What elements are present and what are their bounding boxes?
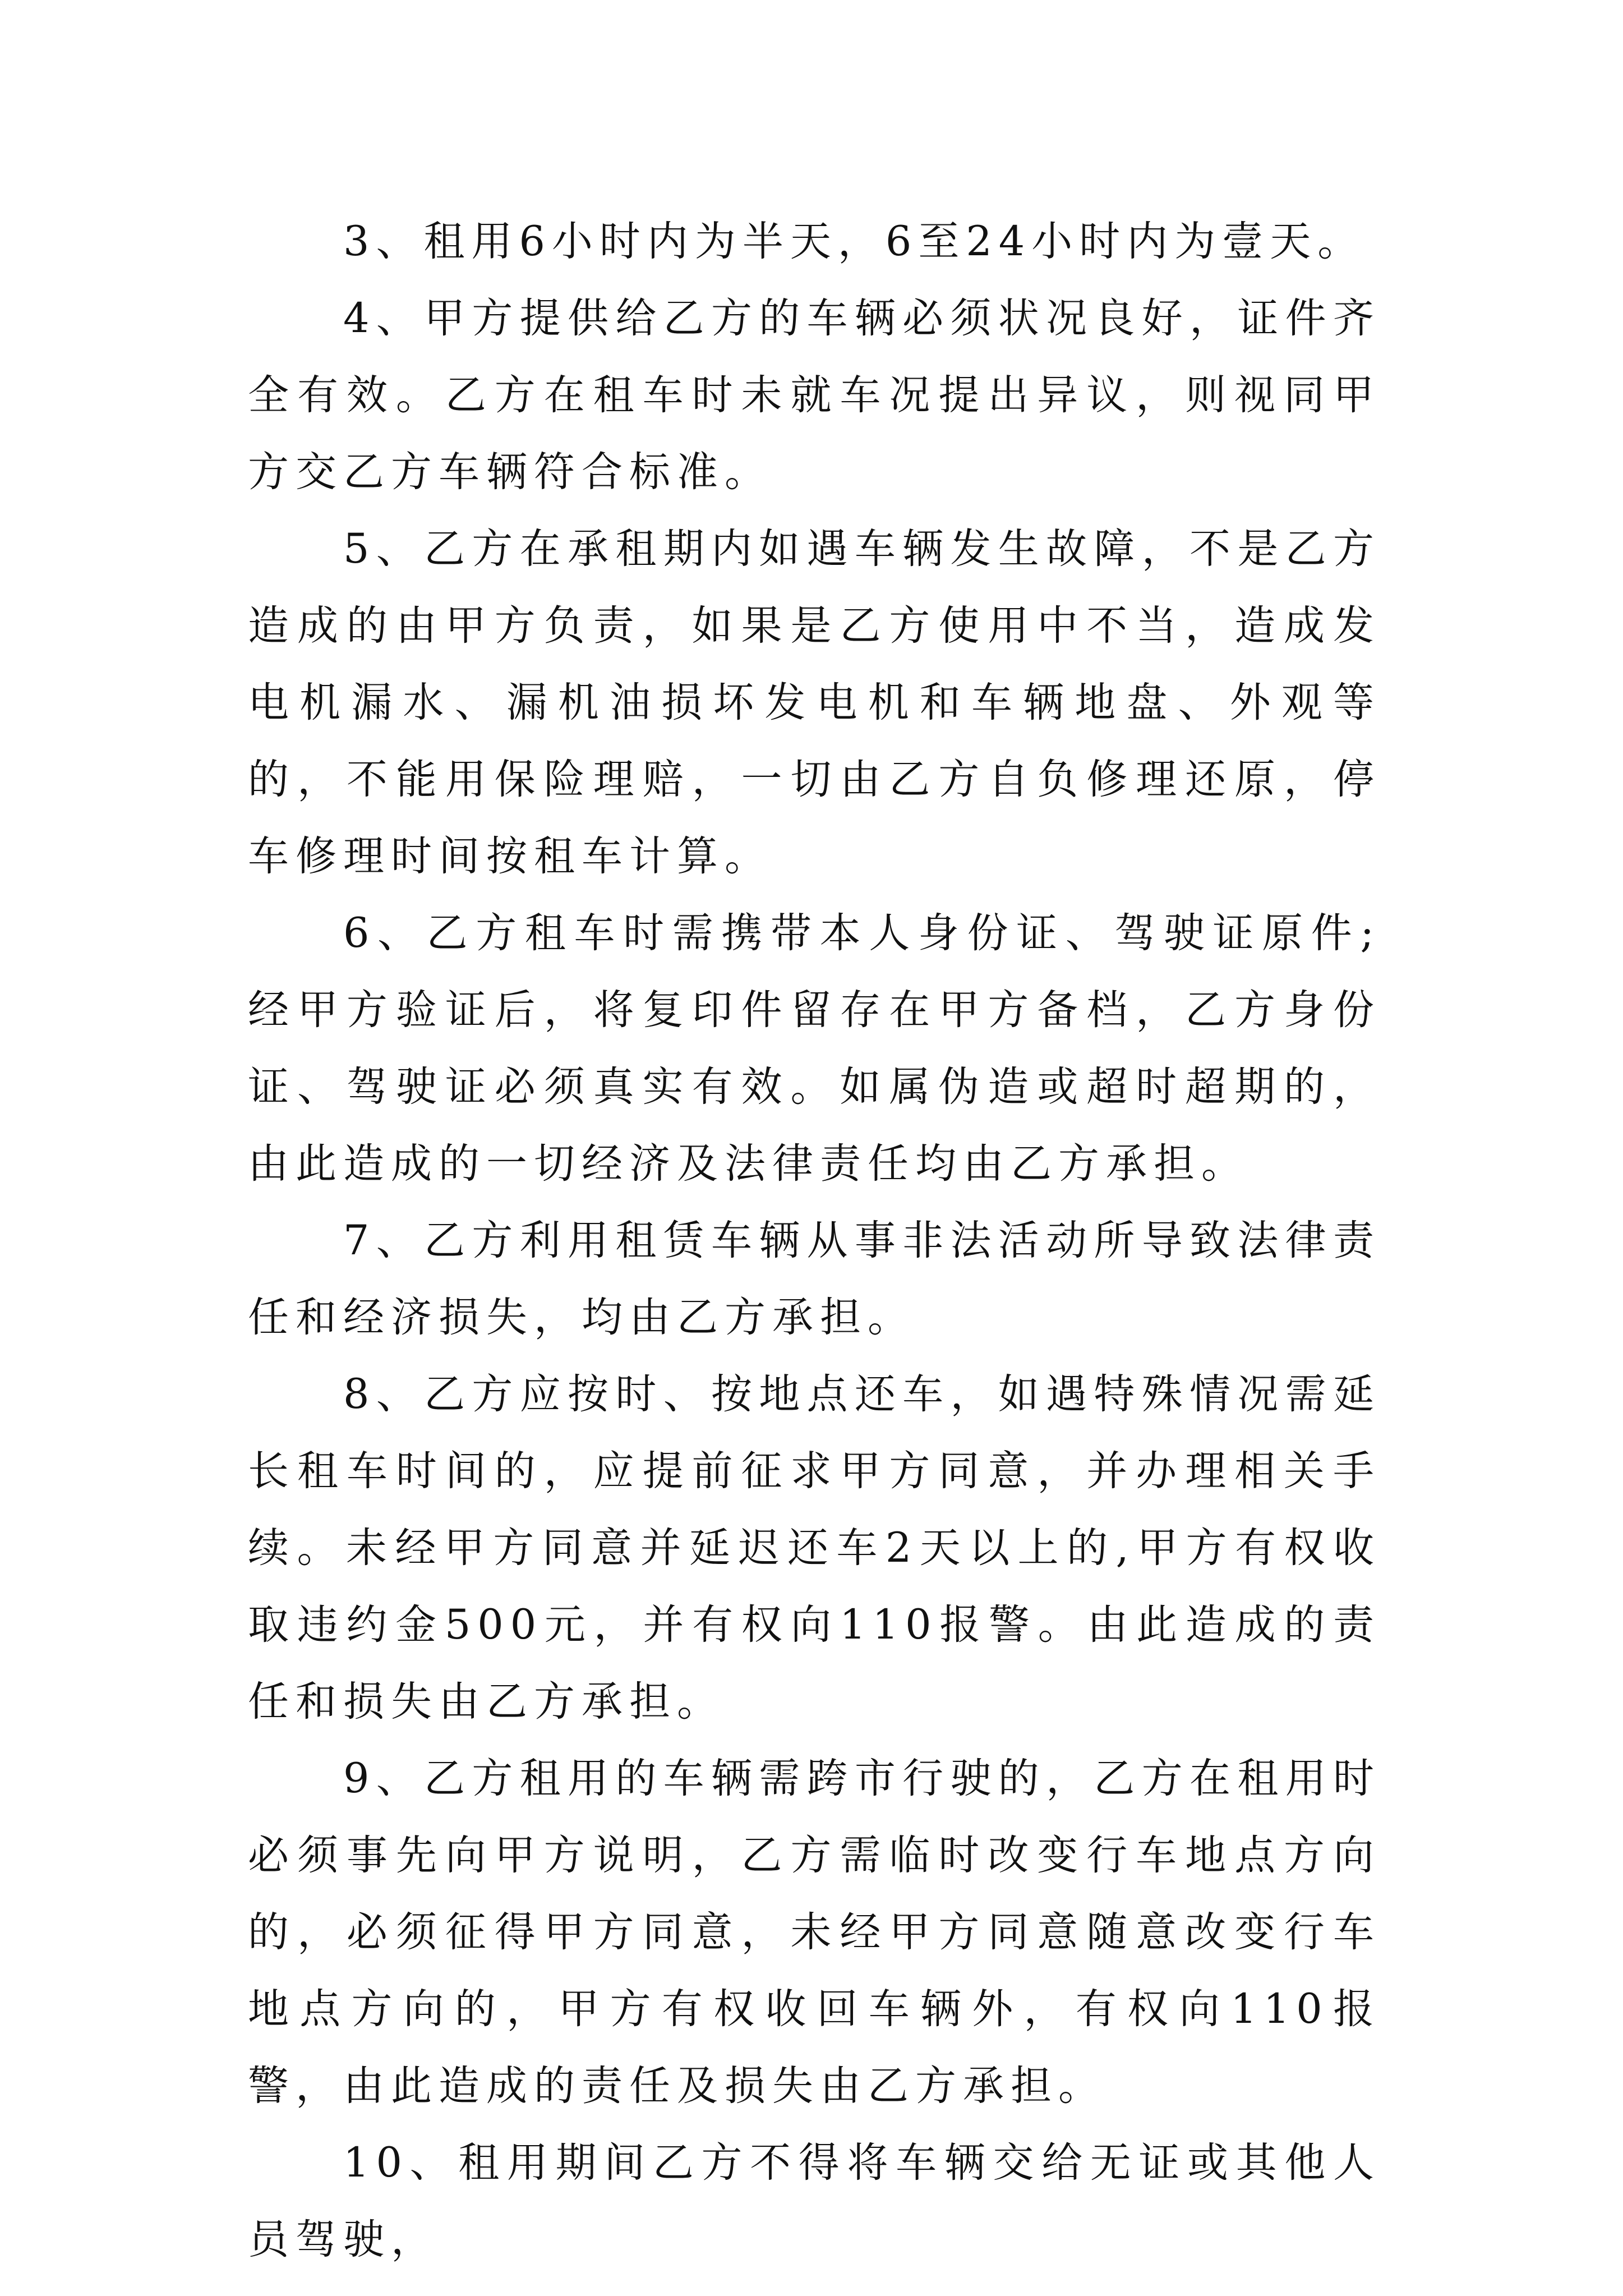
clause-5: 5、乙方在承租期内如遇车辆发生故障，不是乙方造成的由甲方负责，如果是乙方使用中不当，造成发电机漏水、漏机油损坏发电机和车辆地盘、外观等的，不能用保险理赔，一切由乙方自负修理还原，停车修理时间按租车计算。 — [248, 525, 1381, 880]
clause-4: 4、甲方提供给乙方的车辆必须状况良好，证件齐全有效。乙方在租车时未就车况提出异议，则视同甲方交乙方车辆符合标准。 — [248, 295, 1381, 496]
clause-8: 8、乙方应按时、按地点还车，如遇特殊情况需延长租车时间的，应提前征求甲方同意，并办理相关手续。未经甲方同意并延迟还车2天以上的,甲方有权收取违约金500元，并有权向110报警。由此造成的责任和损失由乙方承担。 — [248, 1370, 1381, 1726]
clause-9: 9、乙方租用的车辆需跨市行驶的，乙方在租用时必须事先向甲方说明，乙方需临时改变行车地点方向的，必须征得甲方同意，未经甲方同意随意改变行车地点方向的，甲方有权收回车辆外，有权向110报警，由此造成的责任及损失由乙方承担。 — [248, 1755, 1381, 2110]
clause-6: 6、乙方租车时需携带本人身份证、驾驶证原件;经甲方验证后，将复印件留存在甲方备档，乙方身份证、驾驶证必须真实有效。如属伪造或超时超期的，由此造成的一切经济及法律责任均由乙方承担。 — [248, 909, 1381, 1188]
clause-3: 3、租用6小时内为半天，6至24小时内为壹天。 — [343, 218, 1366, 265]
clause-10: 10、租用期间乙方不得将车辆交给无证或其他人员驾驶， — [248, 2139, 1381, 2263]
document-body — [248, 203, 1381, 2278]
clause-7: 7、乙方利用租赁车辆从事非法活动所导致法律责任和经济损失，均由乙方承担。 — [248, 1217, 1381, 1341]
